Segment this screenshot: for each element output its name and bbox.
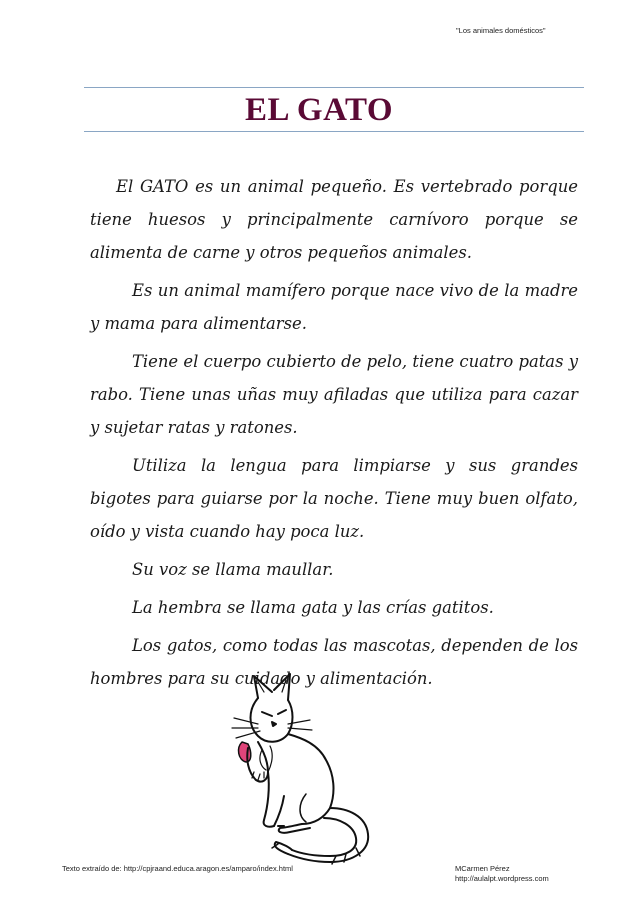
page-title: EL GATO xyxy=(244,92,394,128)
paragraph-2: Es un animal mamífero porque nace vivo de la madre y mama para alimentarse. xyxy=(90,281,578,333)
header-note: "Los animales domésticos" xyxy=(456,26,546,35)
body-text xyxy=(90,170,578,695)
footer-source: Texto extraído de: http://cpjraand.educa.aragon.es/amparo/index.html xyxy=(62,864,293,873)
paragraph-3: Tiene el cuerpo cubierto de pelo, tiene cuatro patas y rabo. Tiene unas uñas muy afiladas que utiliza para cazar y sujetar ratas y ratones. xyxy=(90,352,578,437)
title-rule-bottom xyxy=(84,131,584,132)
author-name: MCarmen Pérez xyxy=(455,864,510,873)
paragraph-5: Su voz se llama maullar. xyxy=(132,560,334,579)
paragraph-7: Los gatos, como todas las mascotas, dependen de los hombres para su cuidado y alimentación. xyxy=(90,636,578,688)
paragraph-4: Utiliza la lengua para limpiarse y sus grandes bigotes para guiarse por la noche. Tiene muy buen olfato, oído y vista cuando hay poca luz. xyxy=(90,456,578,541)
author-url[interactable]: http://aulalpt.wordpress.com xyxy=(455,874,549,883)
title-rule-top xyxy=(84,87,584,88)
paragraph-6: La hembra se llama gata y las crías gatitos. xyxy=(132,598,494,617)
footer-author xyxy=(455,864,549,884)
paragraph-1: El GATO es un animal pequeño. Es vertebrado porque tiene huesos y principalmente carnívoro porque se alimenta de carne y otros pequeños animales. xyxy=(90,177,578,262)
cat-licking-paw-icon xyxy=(218,668,380,868)
